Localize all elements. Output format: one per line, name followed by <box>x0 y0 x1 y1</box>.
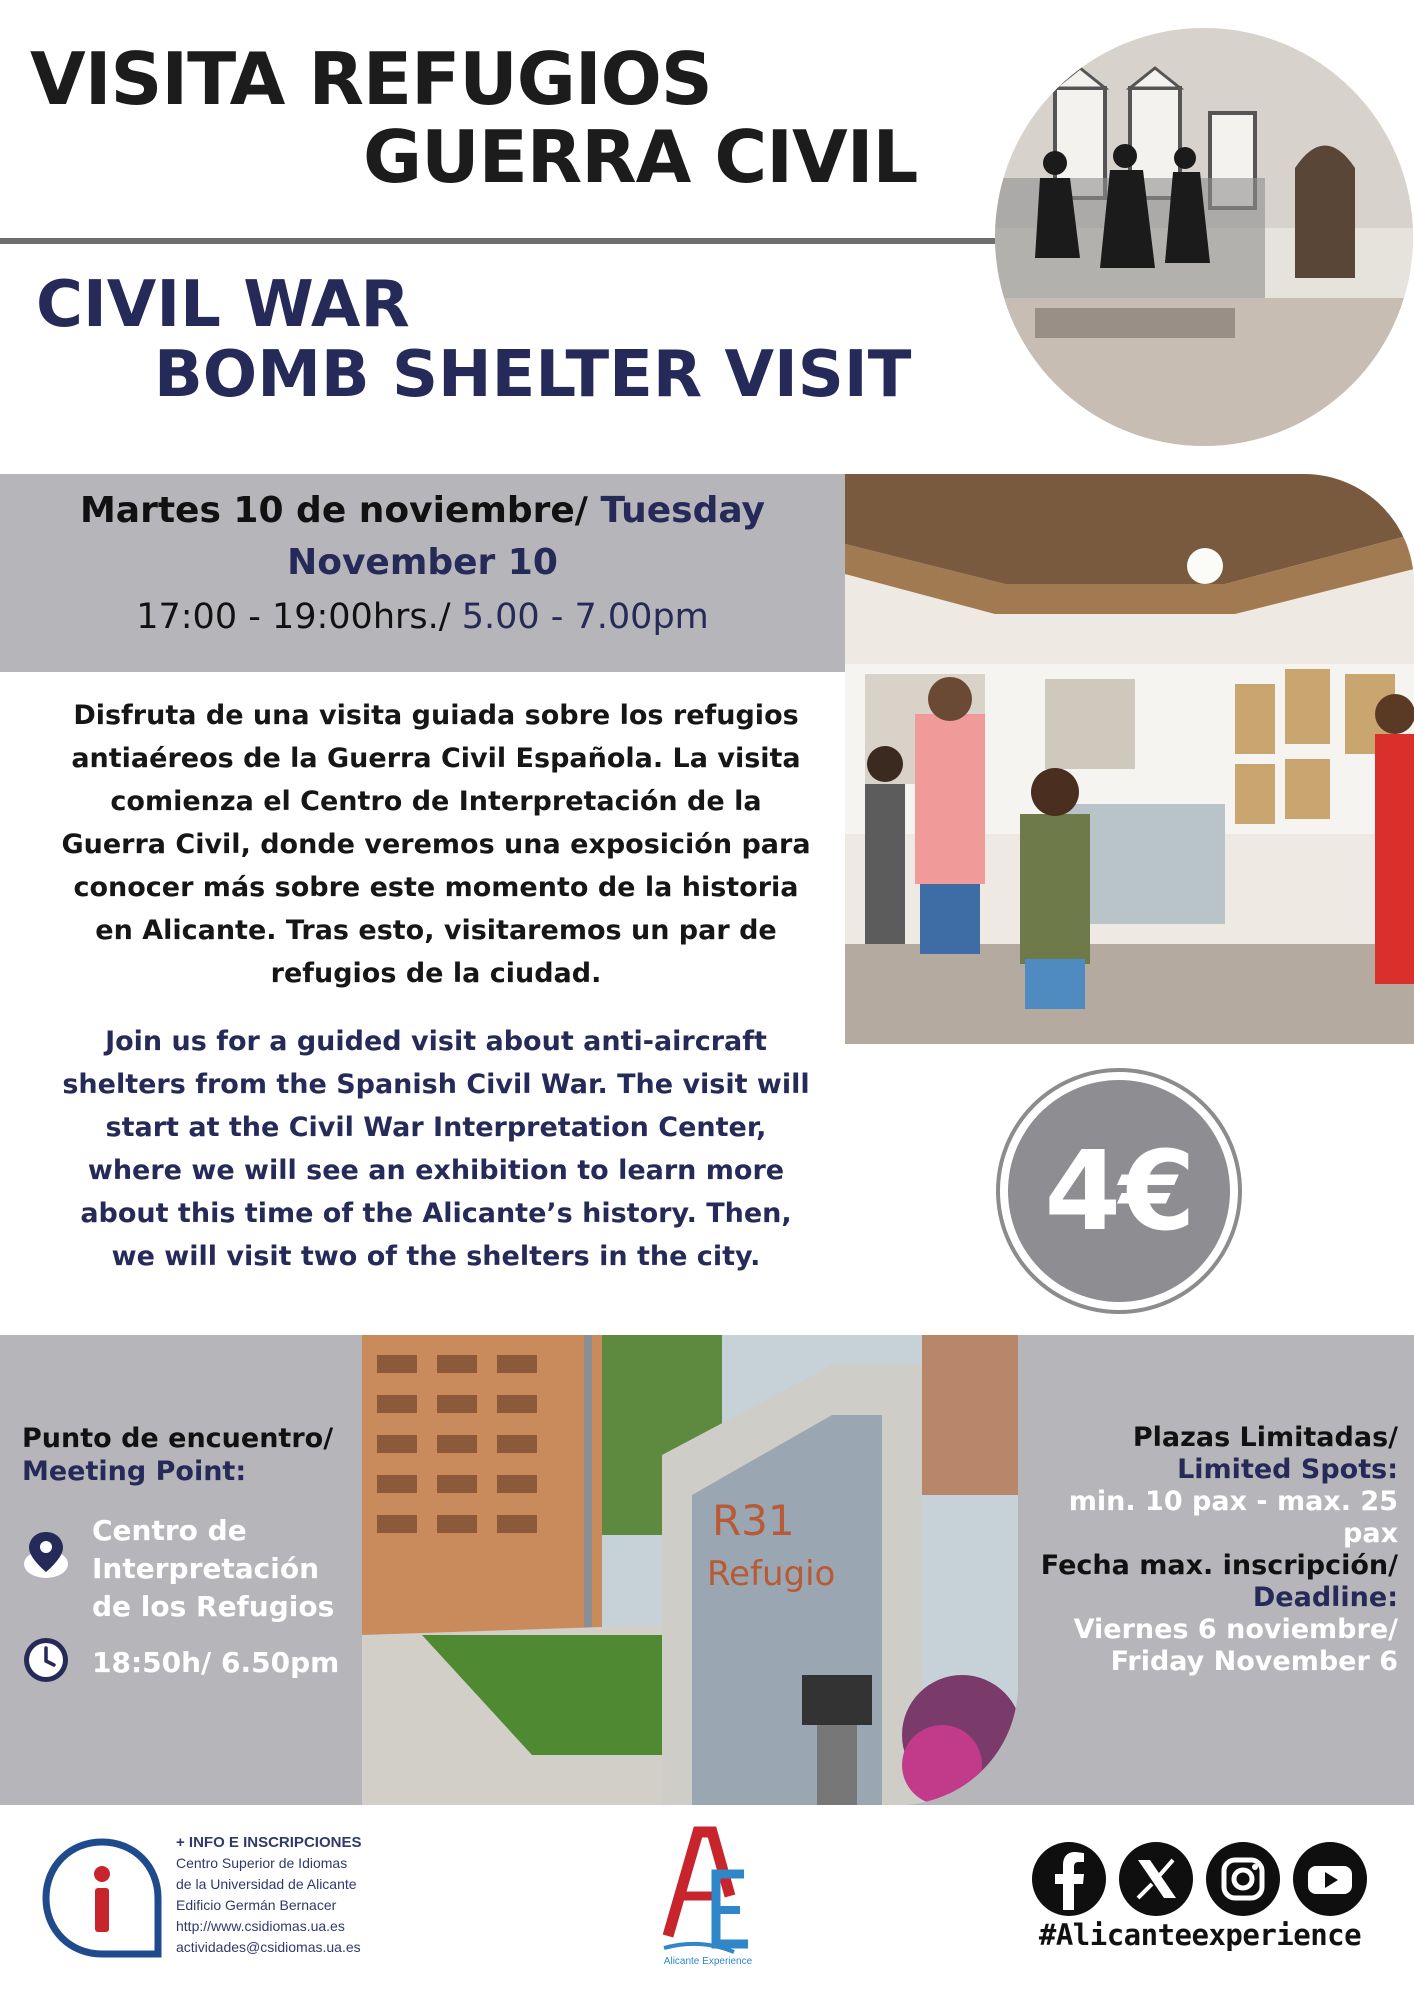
meeting-place: Centro de Interpretación de los Refugios <box>92 1514 335 1623</box>
event-time <box>0 594 845 640</box>
youtube-icon[interactable] <box>1293 1842 1367 1916</box>
deadline-label-en: Deadline: <box>1252 1582 1398 1613</box>
info-url[interactable]: http://www.csidiomas.ua.es <box>176 1918 345 1934</box>
deadline-label-es: Fecha max. inscripción/ <box>1040 1550 1398 1581</box>
exhibition-photo <box>845 474 1414 1044</box>
date-english-weekday: Tuesday <box>600 490 766 531</box>
svg-text:Refugio: Refugio <box>707 1554 836 1594</box>
time-english: 5.00 - 7.00pm <box>461 597 709 637</box>
deadline-date-en: Friday November 6 <box>1110 1646 1398 1677</box>
title-en-line1: CIVIL WAR <box>36 268 410 342</box>
x-icon[interactable] <box>1119 1842 1193 1916</box>
info-icon <box>40 1836 164 1960</box>
date-english-day: November 10 <box>287 542 558 583</box>
info-line1: Centro Superior de Idiomas <box>176 1855 348 1871</box>
clock-icon <box>22 1636 70 1684</box>
historic-photo <box>995 28 1413 446</box>
title-en-line2: BOMB SHELTER VISIT <box>154 338 912 412</box>
title-es-line1: VISITA REFUGIOS <box>30 37 712 121</box>
instagram-icon[interactable] <box>1206 1842 1280 1916</box>
shelter-photo <box>362 1335 1018 1805</box>
meeting-label-es: Punto de encuentro/ <box>22 1423 334 1454</box>
title-divider <box>0 238 1000 244</box>
svg-text:R31: R31 <box>712 1496 795 1545</box>
spots-value: min. 10 pax - max. 25 pax <box>1068 1486 1398 1549</box>
info-heading: + INFO E INSCRIPCIONES <box>176 1834 362 1851</box>
deadline-date-es: Viernes 6 noviembre/ <box>1073 1614 1398 1645</box>
meeting-time: 18:50h/ 6.50pm <box>92 1646 340 1679</box>
facebook-icon[interactable] <box>1032 1842 1106 1916</box>
info-line2: de la Universidad de Alicante <box>176 1876 357 1892</box>
alicante-experience-logo <box>660 1826 756 1966</box>
social-icons <box>1030 1840 1370 1918</box>
spots-label-en: Limited Spots: <box>1177 1454 1398 1485</box>
info-email[interactable]: actividades@csidiomas.ua.es <box>176 1939 361 1955</box>
description-spanish: Disfruta de una visita guiada sobre los refugios antiaéreos de la Guerra Civil Española. La visita comienza el Centro de Interpretación de la Guerra Civil, donde veremos una exposición para conocer más sobre este momento de la historia en Alicante. Tras esto, visitaremos un par de refugios de la ciudad. <box>61 700 811 989</box>
logo-caption: Alicante Experience <box>663 1956 753 1966</box>
meeting-label-en: Meeting Point: <box>22 1456 247 1487</box>
spots-label-es: Plazas Limitadas/ <box>1132 1422 1398 1453</box>
time-spanish: 17:00 - 19:00hrs./ <box>136 597 451 637</box>
limited-spots <box>1030 1422 1398 1550</box>
registration-deadline <box>1030 1550 1398 1678</box>
price-value: 4€ <box>1008 1080 1230 1302</box>
location-pin-icon <box>22 1530 70 1580</box>
title-spanish <box>30 37 918 199</box>
event-date <box>0 488 845 534</box>
meeting-point-label <box>22 1422 333 1488</box>
info-line3: Edificio Germán Bernacer <box>176 1897 337 1913</box>
date-spanish: Martes 10 de noviembre/ <box>79 490 588 531</box>
title-english <box>36 270 911 410</box>
hashtag: #Alicanteexperience <box>1038 1918 1362 1952</box>
contact-info <box>176 1832 361 1958</box>
price-badge <box>996 1068 1242 1314</box>
description-english: Join us for a guided visit about anti-aircraft shelters from the Spanish Civil War. The visit will start at the Civil War Interpretation Center, where we will see an exhibition to learn more about this time of the Alicante’s history. Then, we will visit two of the shelters in the city. <box>62 1026 810 1272</box>
title-es-line2: GUERRA CIVIL <box>363 115 918 199</box>
